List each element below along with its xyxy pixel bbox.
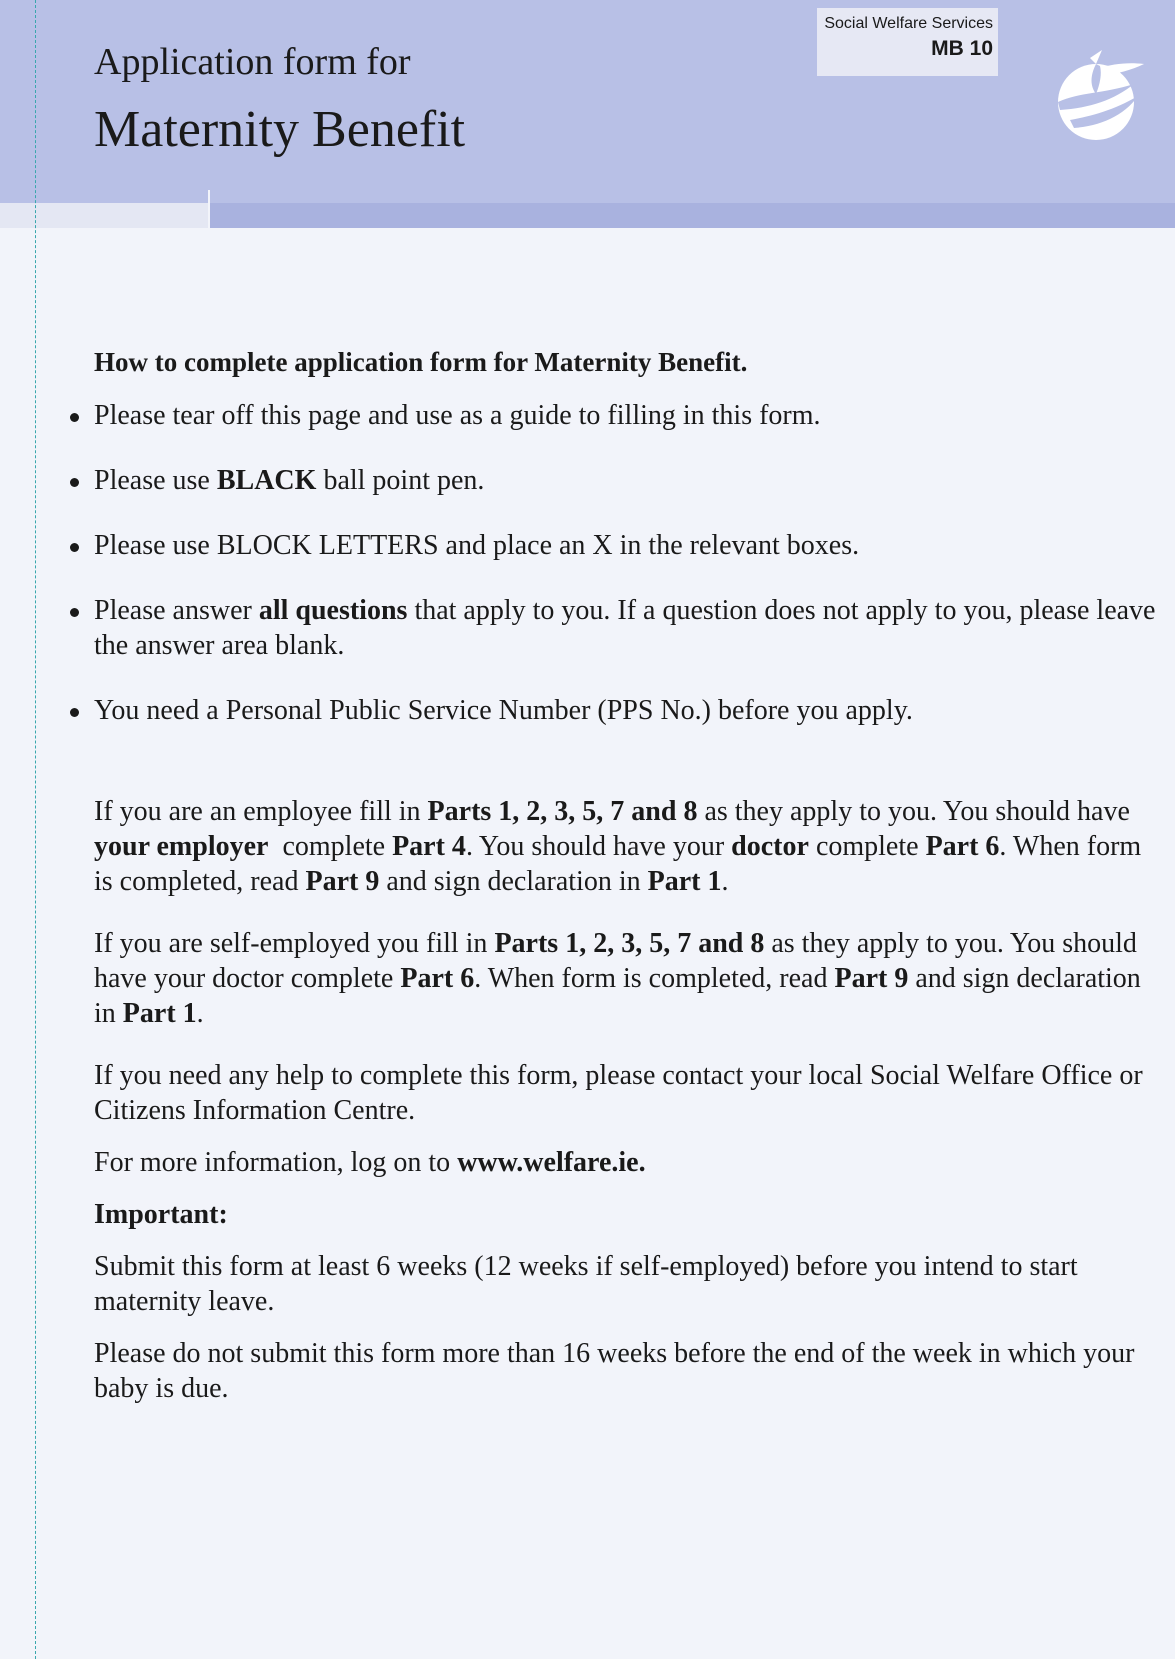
help-paragraph: If you need any help to complete this form, please contact your local Social Welfare Office or Citizens Information Centre. bbox=[94, 1060, 1143, 1126]
list-item: Please use BLACK ball point pen. bbox=[94, 463, 1164, 498]
form-title-prefix: Application form for bbox=[94, 41, 411, 83]
list-item: Please answer all questions that apply to you. If a question does not apply to you, please leave the answer area blank. bbox=[94, 593, 1164, 663]
form-code-box bbox=[817, 8, 998, 76]
header-strip-left bbox=[0, 203, 210, 228]
important-paragraph-limit: Please do not submit this form more than 16 weeks before the end of the week in which your baby is due. bbox=[94, 1338, 1135, 1404]
important-paragraph-submit: Submit this form at least 6 weeks (12 weeks if self-employed) before you intend to start maternity leave. bbox=[94, 1251, 1078, 1317]
self-employed-paragraph: If you are self-employed you fill in Parts 1, 2, 3, 5, 7 and 8 as they apply to you. You should have your doctor complete Part 6. When form is completed, read Part 9 and sign declaration in Part 1. bbox=[94, 928, 1141, 1029]
header-strip-divider bbox=[208, 190, 210, 228]
tear-off-line bbox=[35, 0, 36, 1659]
list-item: Please tear off this page and use as a guide to filling in this form. bbox=[94, 398, 1164, 433]
website-link[interactable]: www.welfare.ie. bbox=[457, 1147, 646, 1178]
header-strip-right bbox=[210, 203, 1175, 228]
important-label: Important: bbox=[94, 1199, 228, 1230]
form-title: Maternity Benefit bbox=[94, 101, 466, 158]
form-code: MB 10 bbox=[931, 37, 993, 60]
instructions-content bbox=[94, 340, 1164, 1433]
employee-paragraph: If you are an employee fill in Parts 1, 2, 3, 5, 7 and 8 as they apply to you. You should have your employer complete Part 4. You should have your doctor complete Part 6. When form is completed, read Part 9 and sign declaration in Part 1. bbox=[94, 796, 1142, 897]
dove-icon bbox=[1050, 44, 1146, 144]
organisation-name: Social Welfare Services bbox=[824, 15, 993, 32]
list-item: Please use BLOCK LETTERS and place an X in the relevant boxes. bbox=[94, 528, 1164, 563]
list-item: You need a Personal Public Service Number (PPS No.) before you apply. bbox=[94, 693, 1164, 728]
instructions-heading: How to complete application form for Maternity Benefit. bbox=[94, 347, 748, 377]
instruction-list bbox=[94, 398, 1164, 728]
info-paragraph: For more information, log on to www.welfare.ie. bbox=[94, 1147, 646, 1178]
